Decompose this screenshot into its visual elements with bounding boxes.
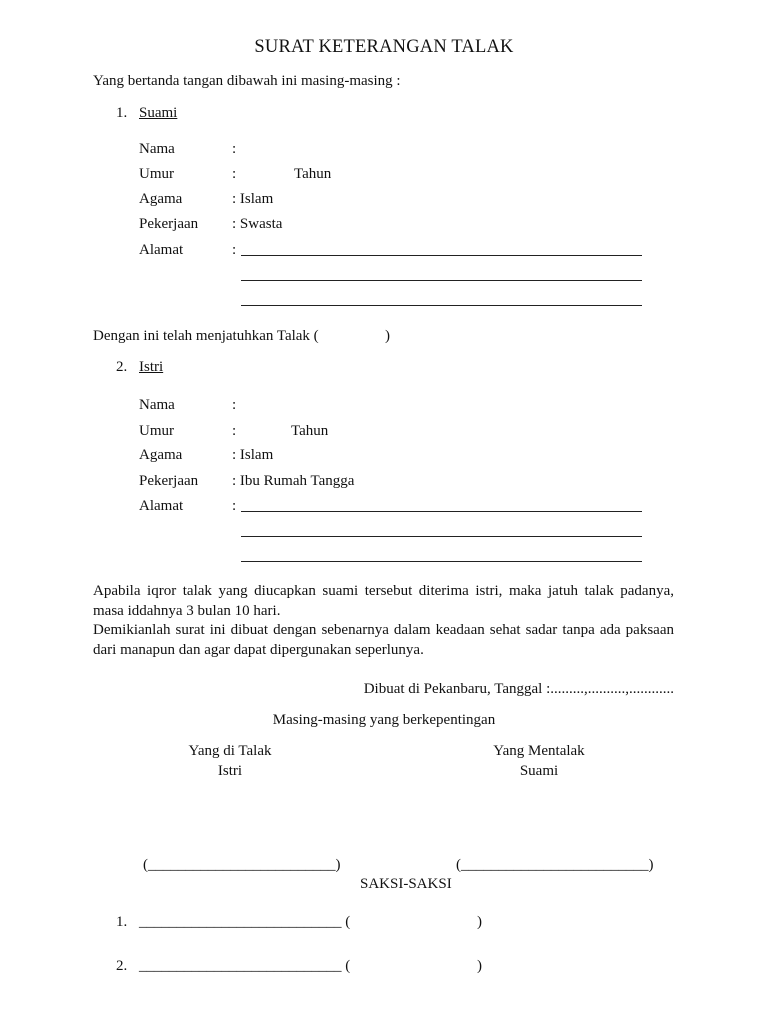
- address-line: [241, 305, 642, 306]
- field-label: Nama: [139, 141, 175, 157]
- field-label: Pekerjaan: [139, 473, 199, 489]
- left-signer-name: Istri: [217, 763, 243, 779]
- address-line: [241, 561, 642, 562]
- field-label: Alamat: [139, 498, 184, 514]
- address-line: [241, 536, 642, 537]
- witness-number: 1.: [116, 914, 128, 930]
- field-value: :: [232, 397, 237, 413]
- paragraph-iqror: Apabila iqror talak yang diucapkan suami tersebut diterima istri, maka jatuh talak padanya, masa iddahnya 3 bulan 10 hari.: [93, 583, 674, 619]
- field-value: :: [232, 423, 237, 439]
- witness-line: ___________________________ (: [139, 958, 351, 974]
- field-value: : Islam: [232, 447, 274, 463]
- parties-heading: Masing-masing yang berkepentingan: [272, 712, 496, 728]
- field-label: Agama: [139, 447, 183, 463]
- paragraph-closing: Demikianlah surat ini dibuat dengan sebenarnya dalam keadaan sehat sadar tanpa ada paksaan dari manapun dan agar dapat dipergunakan seperlunya.: [93, 622, 674, 658]
- address-line: [241, 255, 642, 256]
- witness-close: ): [477, 958, 482, 974]
- left-signer-role: Yang di Talak: [188, 743, 272, 759]
- document-title: SURAT KETERANGAN TALAK: [254, 37, 514, 57]
- field-label: Agama: [139, 191, 183, 207]
- party1-number: 1.: [116, 105, 128, 121]
- intro-text: Yang bertanda tangan dibawah ini masing-masing :: [93, 73, 401, 89]
- party1-heading: Suami: [139, 105, 178, 121]
- address-line: [241, 280, 642, 281]
- field-label: Umur: [139, 166, 174, 182]
- field-value: :: [232, 166, 237, 182]
- field-suffix: Tahun: [294, 166, 332, 182]
- field-value: : Ibu Rumah Tangga: [232, 473, 355, 489]
- right-signature-line: (_________________________): [456, 857, 654, 873]
- witness-line: ___________________________ (: [139, 914, 351, 930]
- field-value: :: [232, 242, 237, 258]
- right-signer-name: Suami: [519, 763, 559, 779]
- place-date: Dibuat di Pekanbaru, Tanggal :.........,..........,............: [363, 681, 674, 697]
- field-value: : Islam: [232, 191, 274, 207]
- field-label: Pekerjaan: [139, 216, 199, 232]
- witness-close: ): [477, 914, 482, 930]
- left-signature-line: (_________________________): [143, 857, 341, 873]
- party2-heading: Istri: [139, 359, 164, 375]
- field-suffix: Tahun: [291, 423, 329, 439]
- field-value: : Swasta: [232, 216, 283, 232]
- right-signer-role: Yang Mentalak: [493, 743, 585, 759]
- field-value: :: [232, 498, 237, 514]
- party2-number: 2.: [116, 359, 128, 375]
- field-label: Umur: [139, 423, 174, 439]
- talak-statement: Dengan ini telah menjatuhkan Talak (: [93, 328, 319, 344]
- field-value: :: [232, 141, 237, 157]
- talak-statement-close: ): [385, 328, 390, 344]
- address-line: [241, 511, 642, 512]
- witness-number: 2.: [116, 958, 128, 974]
- witness-heading: SAKSI-SAKSI: [360, 876, 452, 892]
- field-label: Alamat: [139, 242, 184, 258]
- field-label: Nama: [139, 397, 175, 413]
